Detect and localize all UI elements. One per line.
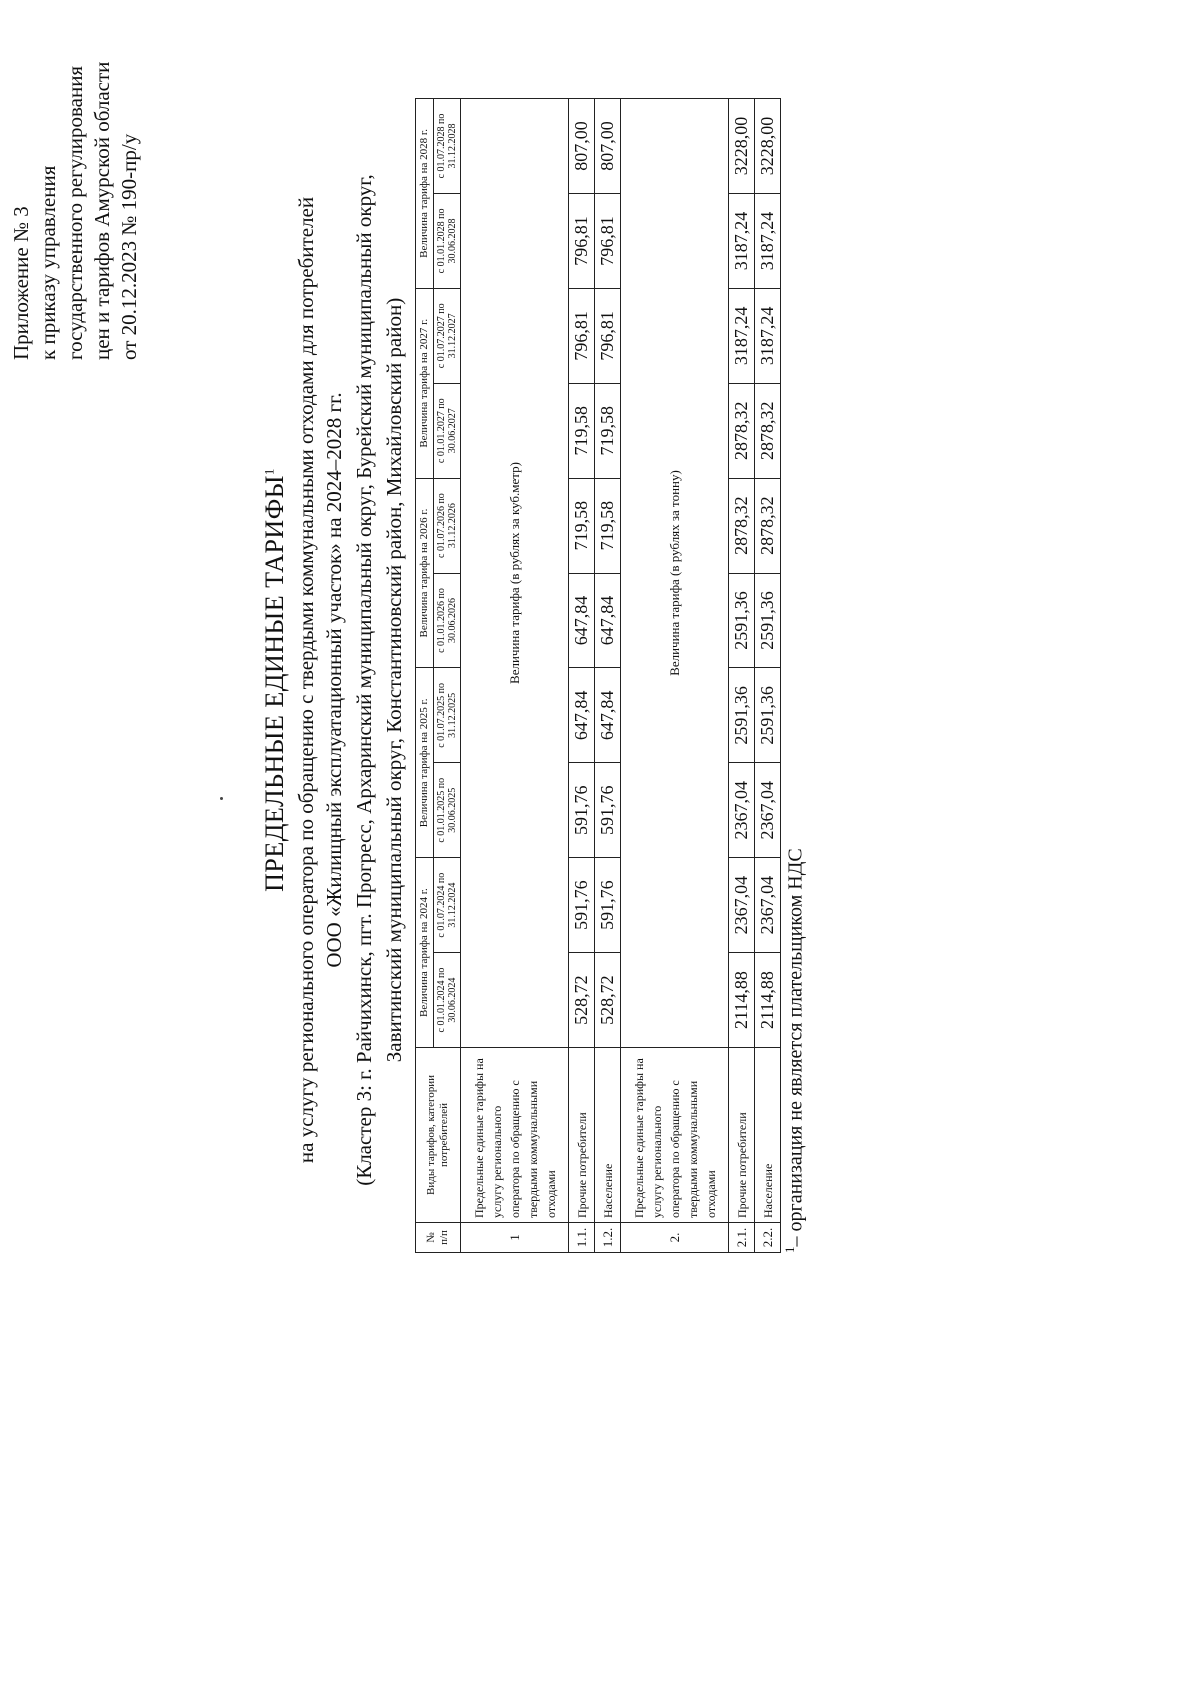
row-number: 1.1.: [569, 1223, 595, 1253]
tariff-cell: 647,84: [595, 668, 621, 763]
document-title: ПРЕДЕЛЬНЫЕ ЕДИНЫЕ ТАРИФЫ$^1$: [260, 468, 289, 892]
row-name: Прочие потребители: [569, 1048, 595, 1223]
period-header: с 01.01.2024 по 30.06.2024: [434, 953, 461, 1048]
col-header-year-2026: Величина тарифа на 2026 г.: [416, 478, 434, 668]
row-number: 2.: [621, 1223, 729, 1253]
tariff-cell: 2878,32: [729, 383, 755, 478]
tariff-cell: 796,81: [569, 288, 595, 383]
tariff-cell: 807,00: [595, 99, 621, 194]
tariff-cell: 3228,00: [729, 99, 755, 194]
tariff-cell: 2878,32: [755, 478, 781, 573]
row-name: Прочие потребители: [729, 1048, 755, 1223]
tariff-cell: 2591,36: [755, 573, 781, 668]
scan-speck: [220, 797, 223, 800]
tariff-cell: 647,84: [569, 573, 595, 668]
table-row: [595, 99, 621, 1253]
header-line-3: государственного регулирования: [63, 65, 87, 360]
row-name: Население: [755, 1048, 781, 1223]
tariff-cell: 591,76: [569, 763, 595, 858]
group-row: [621, 99, 729, 1253]
table-row: [729, 99, 755, 1253]
title-line-2: на услугу регионального оператора по обращению с твердыми коммунальными отходами для потребителей: [294, 196, 318, 1164]
table-row: [755, 99, 781, 1253]
col-header-year-2028: Величина тарифа на 2028 г.: [416, 99, 434, 289]
header-line-4: цен и тарифов Амурской области: [90, 61, 114, 360]
tariff-cell: 647,84: [569, 668, 595, 763]
tariff-cell: 528,72: [595, 953, 621, 1048]
col-header-year-2025: Величина тарифа на 2025 г.: [416, 668, 434, 858]
title-line-3: ООО «Жилищный эксплуатационный участок» на 2024–2028 гг.: [322, 392, 346, 968]
tariff-cell: 719,58: [569, 478, 595, 573]
header-line-2: к приказу управления: [36, 165, 60, 360]
tariff-cell: 2878,32: [755, 383, 781, 478]
footnote-text: – организация не является плательщиком НДС: [784, 848, 807, 1247]
header-line-1: Приложение № 3: [9, 206, 33, 360]
tariff-cell: 647,84: [595, 573, 621, 668]
tariff-cell: 528,72: [569, 953, 595, 1048]
row-number: 2.1.: [729, 1223, 755, 1253]
tariff-cell: 2878,32: [729, 478, 755, 573]
period-header: с 01.07.2024 по 31.12.2024: [434, 858, 461, 953]
unit-note: Величина тарифа (в рублях за тонну): [621, 99, 729, 1048]
tariff-cell: 3187,24: [729, 193, 755, 288]
tariff-cell: 807,00: [569, 99, 595, 194]
footnote: [782, 848, 808, 1253]
row-name: Предельные единые тарифы на услугу регионального оператора по обращению с твердыми коммунальными отходами: [621, 1048, 729, 1223]
tariff-cell: 3187,24: [729, 288, 755, 383]
tariff-cell: 591,76: [595, 763, 621, 858]
col-header-type: Виды тарифов, категории потребителей: [416, 1048, 461, 1223]
tariff-cell: 3187,24: [755, 193, 781, 288]
tariff-cell: 2367,04: [755, 858, 781, 953]
period-header: с 01.01.2025 по 30.06.2025: [434, 763, 461, 858]
title-footnote-mark: 1: [261, 468, 277, 476]
period-header: с 01.07.2026 по 31.12.2026: [434, 478, 461, 573]
tariff-cell: 2591,36: [755, 668, 781, 763]
tariff-cell: 719,58: [595, 478, 621, 573]
period-header: с 01.07.2025 по 31.12.2025: [434, 668, 461, 763]
period-header: с 01.07.2028 по 31.12.2028: [434, 99, 461, 194]
tariff-cell: 796,81: [595, 288, 621, 383]
tariff-cell: 2367,04: [729, 763, 755, 858]
period-header: с 01.01.2026 по 30.06.2026: [434, 573, 461, 668]
group-row: [461, 99, 569, 1253]
tariff-cell: 2591,36: [729, 668, 755, 763]
footnote-mark: 1: [782, 1246, 797, 1253]
tariff-cell: 719,58: [595, 383, 621, 478]
tariff-table: [415, 98, 781, 1253]
tariff-cell: 2367,04: [729, 858, 755, 953]
tariff-cell: 796,81: [595, 193, 621, 288]
col-header-year-2024: Величина тарифа на 2024 г.: [416, 858, 434, 1048]
row-name: Предельные единые тарифы на услугу регионального оператора по обращению с твердыми коммунальными отходами: [461, 1048, 569, 1223]
appendix-header: [8, 30, 143, 360]
title-line-4: (Кластер 3: г. Райчихинск, пгт. Прогресс, Архаринский муниципальный округ, Бурейский муниципальный округ,: [352, 174, 376, 1186]
col-header-year-2027: Величина тарифа на 2027 г.: [416, 288, 434, 478]
tariff-cell: 2367,04: [755, 763, 781, 858]
row-name: Население: [595, 1048, 621, 1223]
header-line-5: от 20.12.2023 № 190-пр/у: [117, 133, 141, 360]
tariff-cell: 3187,24: [755, 288, 781, 383]
tariff-cell: 796,81: [569, 193, 595, 288]
tariff-cell: 3228,00: [755, 99, 781, 194]
period-header: с 01.01.2027 по 30.06.2027: [434, 383, 461, 478]
period-header: с 01.07.2027 по 31.12.2027: [434, 288, 461, 383]
tariff-cell: 719,58: [569, 383, 595, 478]
tariff-cell: 591,76: [595, 858, 621, 953]
row-number: 1.2.: [595, 1223, 621, 1253]
row-number: 1: [461, 1223, 569, 1253]
tariff-cell: 2114,88: [755, 953, 781, 1048]
tariff-cell: 2591,36: [729, 573, 755, 668]
title-line-5: Завитинский муниципальный округ, Константиновский район, Михайловский район): [382, 297, 406, 1063]
unit-note: Величина тарифа (в рублях за куб.метр): [461, 99, 569, 1048]
tariff-cell: 2114,88: [729, 953, 755, 1048]
period-header: с 01.01.2028 по 30.06.2028: [434, 193, 461, 288]
tariff-cell: 591,76: [569, 858, 595, 953]
table-row: [569, 99, 595, 1253]
row-number: 2.2.: [755, 1223, 781, 1253]
col-header-number: № п/п: [416, 1223, 461, 1253]
